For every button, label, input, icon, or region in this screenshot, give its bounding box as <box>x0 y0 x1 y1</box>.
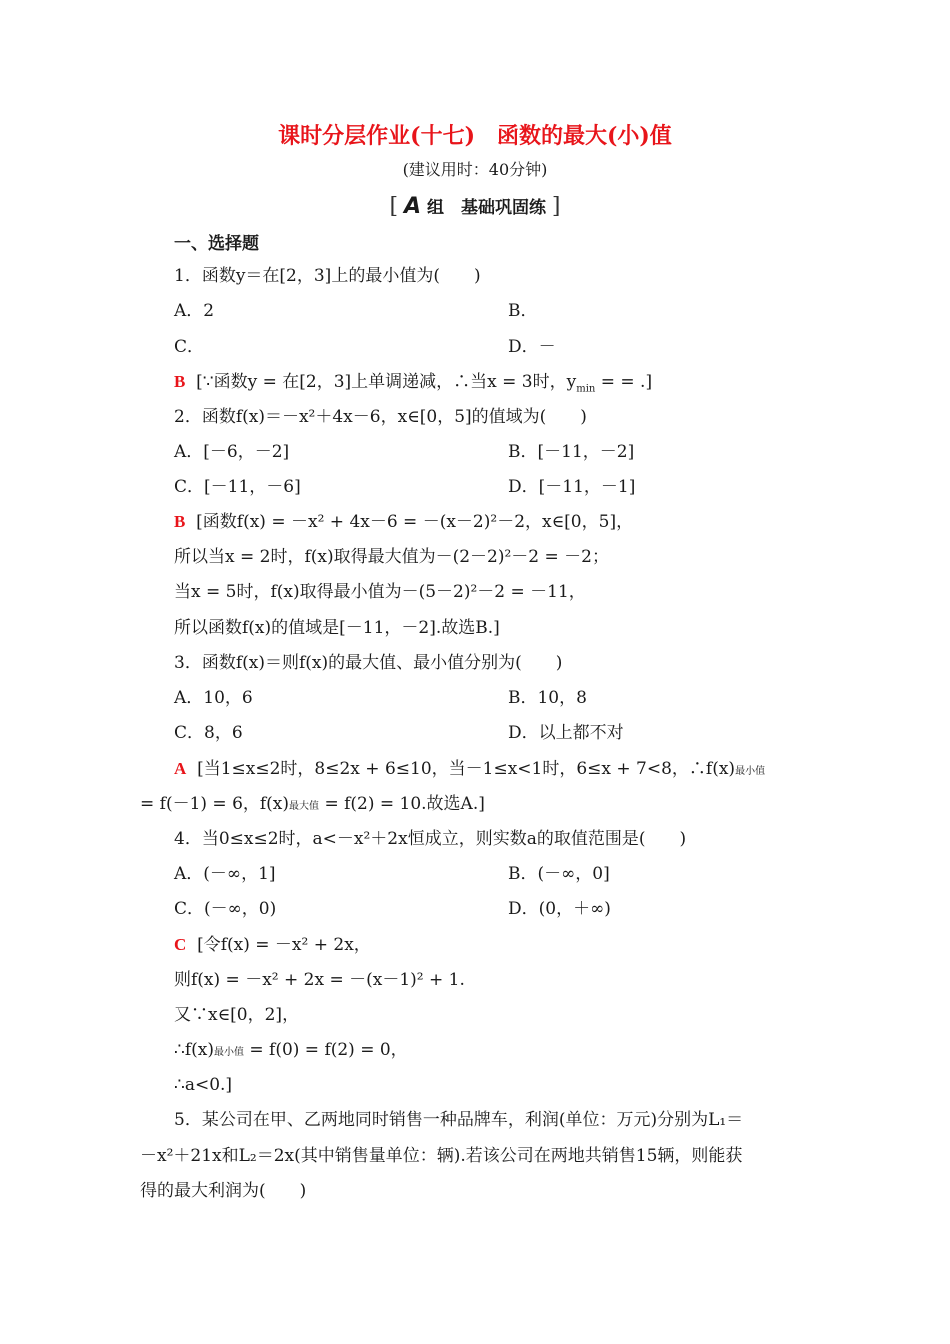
question-2-solution-2: 所以当x = 2时，f(x)取得最大值为－(2－2)²－2 = －2； <box>174 547 609 567</box>
question-2-option-a: A．[－6，－2] <box>174 442 290 462</box>
question-2-option-d: D．[－11，－1] <box>508 477 636 497</box>
question-4-solution-text: [令f(x) = －x² + 2x， <box>197 935 371 955</box>
question-4-option-b: B．(－∞，0] <box>508 864 610 884</box>
question-2-solution-text: [函数f(x) = －x² + 4x－6 = －(x－2)²－2，x∈[0，5]， <box>196 512 634 532</box>
question-4-solution-3: 又∵x∈[0，2]， <box>174 1005 300 1025</box>
question-1-solution-end: = = .] <box>595 372 653 392</box>
question-4-solution-4b: = f(0) = f(2) = 0， <box>243 1040 408 1060</box>
question-2-solution-1 <box>174 511 633 533</box>
question-1-option-a: A．2 <box>174 301 215 321</box>
question-1-option-d: D．－ <box>508 337 556 357</box>
question-1-solution-sub: min <box>576 383 596 395</box>
question-2-solution-3: 当x = 5时，f(x)取得最小值为－(5－2)²－2 = －11， <box>174 582 586 602</box>
group-letter: A <box>404 194 422 219</box>
question-4-min-label: 最小值 <box>213 1047 244 1058</box>
question-3-solution-2a: = f(－1) = 6，f(x) <box>140 794 290 814</box>
question-4-option-c: C．(－∞，0) <box>174 899 277 919</box>
question-3-option-d: D．以上都不对 <box>508 723 624 743</box>
group-heading <box>0 196 950 219</box>
group-label: 组 基础巩固练 <box>426 198 546 218</box>
group-bracket-right: ] <box>551 194 561 219</box>
page-title: 课时分层作业(十七) 函数的最大(小)值 <box>278 123 672 149</box>
section-heading: 一、选择题 <box>174 234 259 254</box>
question-4-stem: 4．当0≤x≤2时，a<－x²＋2x恒成立，则实数a的取值范围是( ) <box>174 829 687 849</box>
group-bracket-left: [ <box>389 194 399 219</box>
question-5-line-2: －x²＋21x和L₂＝2x(其中销售量单位：辆).若该公司在两地共销售15辆，则能获 <box>140 1146 743 1166</box>
question-4-option-a: A．(－∞，1] <box>174 864 276 884</box>
question-4-solution-4a: ∴f(x) <box>174 1040 214 1060</box>
question-1-stem: 1．函数y＝在[2，3]上的最小值为( ) <box>174 266 481 286</box>
question-3-solution-text: [当1≤x≤2时，8≤2x + 6≤10，当－1≤x<1时，6≤x + 7<8，∴f(x) <box>197 759 736 779</box>
question-1-solution-text: [∵函数y = 在[2，3]上单调递减，∴当x = 3时，y <box>196 372 577 392</box>
question-3-solution-1 <box>174 758 765 783</box>
question-3-max-label: 最大值 <box>289 801 320 812</box>
question-3-min-label: 最小值 <box>735 766 766 777</box>
question-5-line-1: 5．某公司在甲、乙两地同时销售一种品牌车，利润(单位：万元)分别为L₁＝ <box>174 1110 744 1130</box>
question-3-answer: A <box>174 759 187 778</box>
question-2-stem: 2．函数f(x)＝－x²＋4x－6，x∈[0，5]的值域为( ) <box>174 407 587 427</box>
question-1-option-b: B． <box>508 301 538 321</box>
question-4-option-d: D．(0，＋∞) <box>508 899 611 919</box>
suggested-time: (建议用时：40分钟) <box>402 160 548 179</box>
question-2-answer: B <box>174 512 186 531</box>
question-4-solution-5: ∴a<0.] <box>174 1075 233 1095</box>
question-1-answer: B <box>174 372 186 391</box>
question-2-solution-4: 所以函数f(x)的值域是[－11，－2].故选B.] <box>174 618 500 638</box>
question-1-option-c: C． <box>174 337 205 357</box>
question-3-solution-2 <box>140 793 485 818</box>
question-2-option-b: B．[－11，－2] <box>508 442 635 462</box>
question-4-solution-4 <box>174 1039 408 1064</box>
question-2-option-c: C．[－11，－6] <box>174 477 301 497</box>
question-3-option-c: C．8，6 <box>174 723 243 743</box>
question-4-solution-2: 则f(x) = －x² + 2x = －(x－1)² + 1. <box>174 970 465 990</box>
question-4-answer: C <box>174 935 187 954</box>
question-3-option-a: A．10，6 <box>174 688 253 708</box>
question-3-option-b: B．10，8 <box>508 688 587 708</box>
question-3-solution-2b: = f(2) = 10.故选A.] <box>319 794 485 814</box>
question-5-line-3: 得的最大利润为( ) <box>140 1181 307 1201</box>
question-3-stem: 3．函数f(x)＝则f(x)的最大值、最小值分别为( ) <box>174 653 563 673</box>
question-4-solution-1 <box>174 934 371 956</box>
question-1-solution <box>174 371 652 393</box>
